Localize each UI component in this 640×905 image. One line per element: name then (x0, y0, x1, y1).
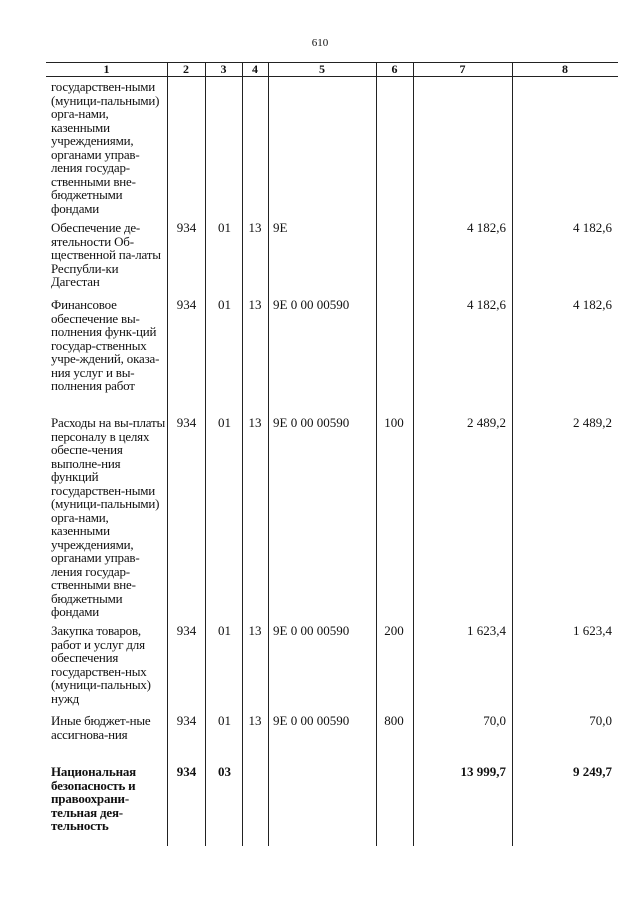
section-code: 01 (218, 220, 231, 235)
section-code: 01 (218, 713, 231, 728)
amount-col7: 1 623,4 (467, 623, 506, 638)
ministry-code: 934 (176, 623, 197, 638)
ministry-code: 934 (176, 297, 197, 312)
ministry-code: 934 (176, 713, 197, 728)
row-name: государствен-ными (муници-пальными) орга-нами, казенными учреждениями, органами управ-ления государ-ственными вне-бюджетными фондами (51, 79, 160, 216)
amount-col7: 4 182,6 (467, 220, 506, 235)
column-header-6: 6 (391, 62, 398, 76)
expense-type-code: 100 (384, 415, 404, 430)
target-article-code: 9Е 0 00 00590 (273, 297, 350, 312)
target-article-code: 9Е 0 00 00590 (273, 623, 350, 638)
row-name: Финансовое обеспечение вы-полнения функ-ций государ-ственных учре-ждений, оказа-ния услуг и вы-полнения работ (51, 297, 160, 393)
subsection-code: 13 (248, 713, 262, 728)
amount-col8: 2 489,2 (573, 415, 612, 430)
column-divider (242, 62, 243, 846)
target-article-code: 9Е (273, 220, 288, 235)
amount-col8: 70,0 (589, 713, 612, 728)
amount-col8: 9 249,7 (573, 764, 612, 779)
column-header-2: 2 (183, 62, 189, 76)
column-header-7: 7 (459, 62, 466, 76)
section-code: 01 (218, 623, 231, 638)
budget-table (46, 62, 618, 846)
amount-col7: 70,0 (483, 713, 506, 728)
target-article-code: 9Е 0 00 00590 (273, 415, 350, 430)
row-name: Закупка товаров, работ и услуг для обеспечения государствен-ных (муници-пальных) нужд (51, 623, 151, 706)
column-divider (268, 62, 269, 846)
column-divider (167, 62, 168, 846)
row-name: Иные бюджет-ные ассигнова-ния (51, 713, 151, 742)
row-name: Расходы на вы-платы персоналу в целях обеспе-чения выполне-ния функций государствен-ными (муници-пальными) орга-нами, казенными учреждениями, органами управ-ления государ-ственными вне-бюджетными фондами (51, 415, 165, 619)
row-name: Национальная безопасность и правоохрани-тельная дея-тельность (51, 764, 136, 833)
target-article-code: 9Е 0 00 00590 (273, 713, 350, 728)
subsection-code: 13 (248, 623, 262, 638)
column-header-8: 8 (562, 62, 568, 76)
column-header-3: 3 (220, 62, 227, 76)
page-number: 610 (311, 37, 329, 49)
section-code: 01 (218, 415, 231, 430)
subsection-code: 13 (248, 297, 262, 312)
ministry-code: 934 (176, 220, 197, 235)
header-bottom-rule (46, 76, 618, 77)
column-divider (413, 62, 414, 846)
amount-col7: 2 489,2 (467, 415, 506, 430)
ministry-code: 934 (176, 764, 197, 779)
amount-col8: 4 182,6 (573, 220, 612, 235)
column-header-1: 1 (103, 62, 110, 76)
ministry-code: 934 (176, 415, 197, 430)
amount-col8: 1 623,4 (573, 623, 612, 638)
subsection-code: 13 (248, 415, 262, 430)
row-name: Обеспечение де-ятельности Об-щественной па-латы Республи-ки Дагестан (51, 220, 161, 289)
expense-type-code: 200 (384, 623, 404, 638)
column-header-5: 5 (319, 62, 325, 76)
column-divider (512, 62, 513, 846)
amount-col7: 13 999,7 (460, 764, 506, 779)
column-header-4: 4 (252, 62, 258, 76)
section-code: 01 (218, 297, 231, 312)
section-code: 03 (218, 764, 231, 779)
subsection-code: 13 (248, 220, 262, 235)
column-divider (205, 62, 206, 846)
column-divider (376, 62, 377, 846)
amount-col8: 4 182,6 (573, 297, 612, 312)
amount-col7: 4 182,6 (467, 297, 506, 312)
expense-type-code: 800 (384, 713, 404, 728)
